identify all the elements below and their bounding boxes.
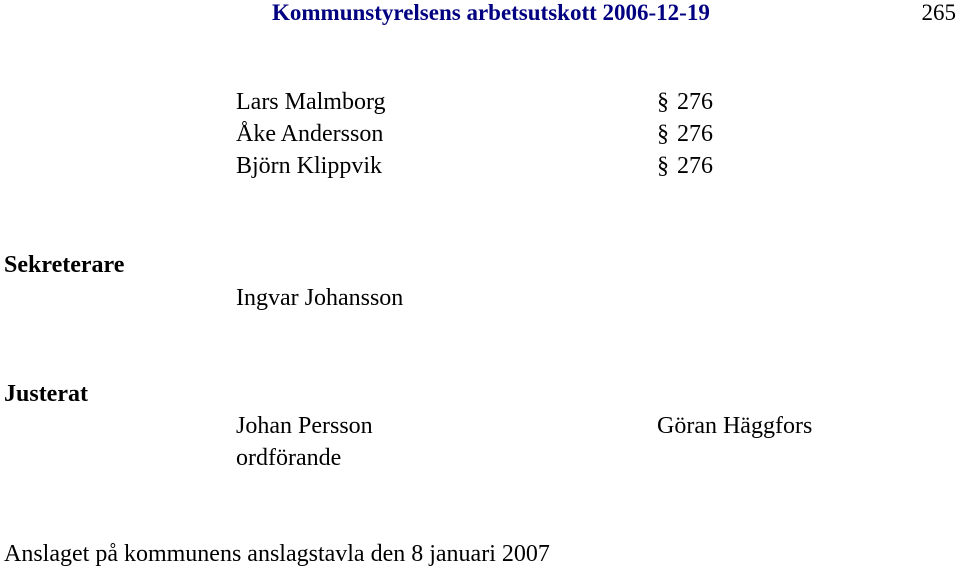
section-number: 276: [677, 153, 713, 179]
document-title: Kommunstyrelsens arbetsutskott 2006-12-19: [272, 0, 710, 25]
chair-name: Johan Persson: [236, 413, 373, 439]
attendee-section: [657, 120, 713, 148]
posting-notice: Anslaget på kommunens anslagstavla den 8 januari 2007: [4, 541, 550, 567]
adjuster-name: Göran Häggfors: [657, 413, 813, 439]
section-sign: §: [657, 89, 669, 115]
section-sign: §: [657, 153, 669, 179]
attendee-name: Björn Klippvik: [236, 153, 383, 179]
section-number: 276: [677, 121, 713, 147]
section-sign: §: [657, 121, 669, 147]
attendee-section: [657, 88, 713, 116]
attendee-name: Lars Malmborg: [236, 89, 386, 115]
section-number: 276: [677, 89, 713, 115]
secretary-label: Sekreterare: [4, 252, 125, 278]
page-number: 265: [921, 0, 956, 25]
attendee-section: [657, 152, 713, 180]
attendee-name: Åke Andersson: [236, 121, 384, 147]
chair-role: ordförande: [236, 445, 342, 471]
secretary-name: Ingvar Johansson: [236, 285, 404, 311]
approved-label: Justerat: [4, 381, 88, 407]
